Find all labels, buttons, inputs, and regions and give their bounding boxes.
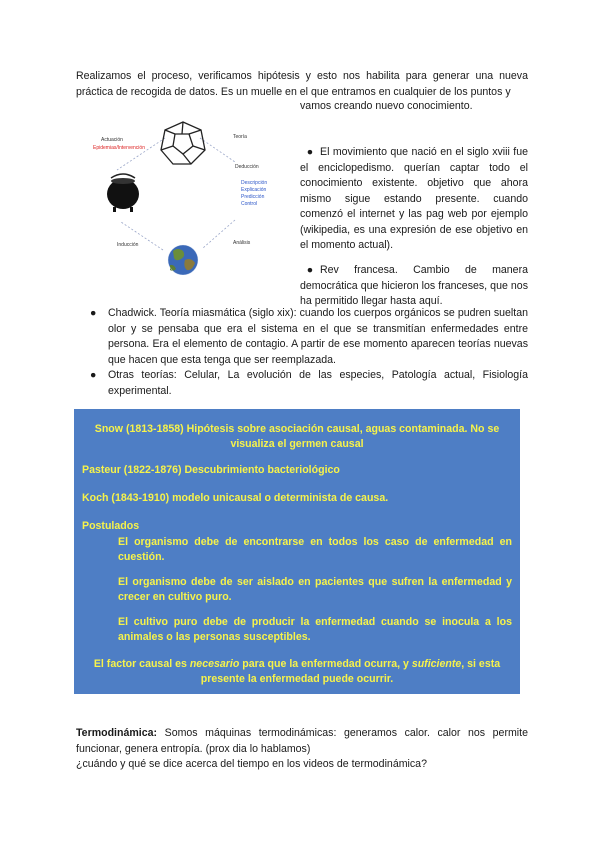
list-item — [90, 306, 528, 368]
termodinamica-question: ¿cuándo y qué se dice acerca del tiempo en los videos de termodinámica? — [76, 758, 427, 770]
label-explicacion: Explicación — [241, 187, 267, 193]
bullet-otras-teorias-text: Otras teorías: Celular, La evolución de las especies, Patología actual, Fisiología experimental. — [108, 369, 528, 397]
label-control: Control — [241, 201, 258, 207]
factor-text-a: El factor causal es — [93, 658, 190, 670]
label-induccion: Inducción — [117, 242, 139, 248]
cycle-arrow-top-left — [117, 138, 165, 170]
cycle-arrow-bottom-right — [203, 220, 235, 248]
dodecahedron-icon — [161, 122, 205, 164]
bullet-rev-francesa-text: Rev francesa. Cambio de manera democrática que hicieron los franceses, que nos ha permitido llegar hasta aquí. — [300, 264, 528, 307]
bullet-list — [90, 306, 528, 399]
slide-snow: Snow (1813-1858) Hipótesis sobre asociación causal, aguas contaminada. No se visualiza el germen causal — [94, 423, 500, 450]
label-analisis: Análisis — [233, 240, 251, 246]
scientific-cycle-figure — [75, 120, 275, 275]
label-actuacion: Actuación — [101, 137, 123, 143]
label-epidemias: Epidemias/Intervención — [93, 145, 145, 151]
bullet-dot: ● — [90, 307, 97, 319]
bullet-chadwick-text: Chadwick. Teoría miasmática (siglo xix): cuando los cuerpos orgánicos se pudren sueltan olor y se pensaba que era el sistema en el que se transmitían enfermedades entre persona. Era el elemento de contagio. A partir de ese momento aparecen teorías nuevas que hacen que esta tenga que ser reemplazada. — [108, 307, 528, 366]
label-deduccion: Deducción — [235, 164, 259, 170]
label-prediccion: Predicción — [241, 194, 265, 200]
termodinamica-paragraph — [76, 726, 528, 757]
slide-postulado-2: El organismo debe de ser aislado en pacientes que sufren la enfermedad y crecer en cultivo puro. — [118, 576, 512, 603]
bullet-dot: ● — [306, 146, 314, 158]
bullet-dot: ● — [306, 264, 314, 276]
slide-postulado-3: El cultivo puro debe de producir la enfermedad cuando se inocula a los animales o las personas susceptibles. — [118, 616, 512, 643]
factor-suficiente: suficiente — [411, 658, 462, 670]
factor-necesario: necesario — [189, 658, 240, 670]
factor-text-c: , si esta presente la enfermedad puede ocurrir. — [200, 658, 501, 685]
cauldron-icon — [107, 174, 139, 212]
bullet-enciclopedismo-text: El movimiento que nació en el siglo xviii fue el enciclopedismo. querían captar todo el conocimiento existente. objetivo que ahora mismo sigue estando presente. cuando comenzó el internet y las pag web por ejemplo (wikipedia, es una expresión de ese objetivo en el momento actual). — [300, 146, 528, 251]
label-teoria: Teoría — [233, 134, 247, 140]
label-descripcion: Descripción — [241, 180, 268, 186]
intro-paragraph: Realizamos el proceso, verificamos hipótesis y esto nos habilita para generar una nueva práctica de recogida de datos. Es un muelle en el que entramos en cualquier de los puntos y — [76, 70, 528, 98]
termodinamica-label: Termodinámica: — [76, 727, 158, 739]
slide-postulados-title: Postulados — [82, 520, 140, 532]
intro-paragraph-tail: vamos creando nuevo conocimiento. — [300, 100, 473, 112]
causality-slide — [74, 409, 520, 694]
slide-postulado-1: El organismo debe de encontrarse en todos los caso de enfermedad en cuestión. — [118, 536, 512, 563]
earth-globe-icon — [168, 245, 198, 275]
slide-koch: Koch (1843-1910) modelo unicausal o determinista de causa. — [82, 492, 389, 504]
factor-text-b: para que la enfermedad ocurra, y — [239, 658, 412, 670]
slide-factor-causal — [82, 657, 512, 687]
list-item — [90, 368, 528, 399]
bullet-enciclopedismo — [300, 145, 528, 254]
slide-pasteur: Pasteur (1822-1876) Descubrimiento bacteriológico — [82, 464, 340, 476]
termodinamica-text: Somos máquinas termodinámicas: generamos calor. calor nos permite funcionar, genera entropía. (prox dia lo hablamos) — [76, 727, 528, 755]
bullet-dot: ● — [90, 369, 97, 381]
bullet-rev-francesa — [300, 263, 528, 310]
